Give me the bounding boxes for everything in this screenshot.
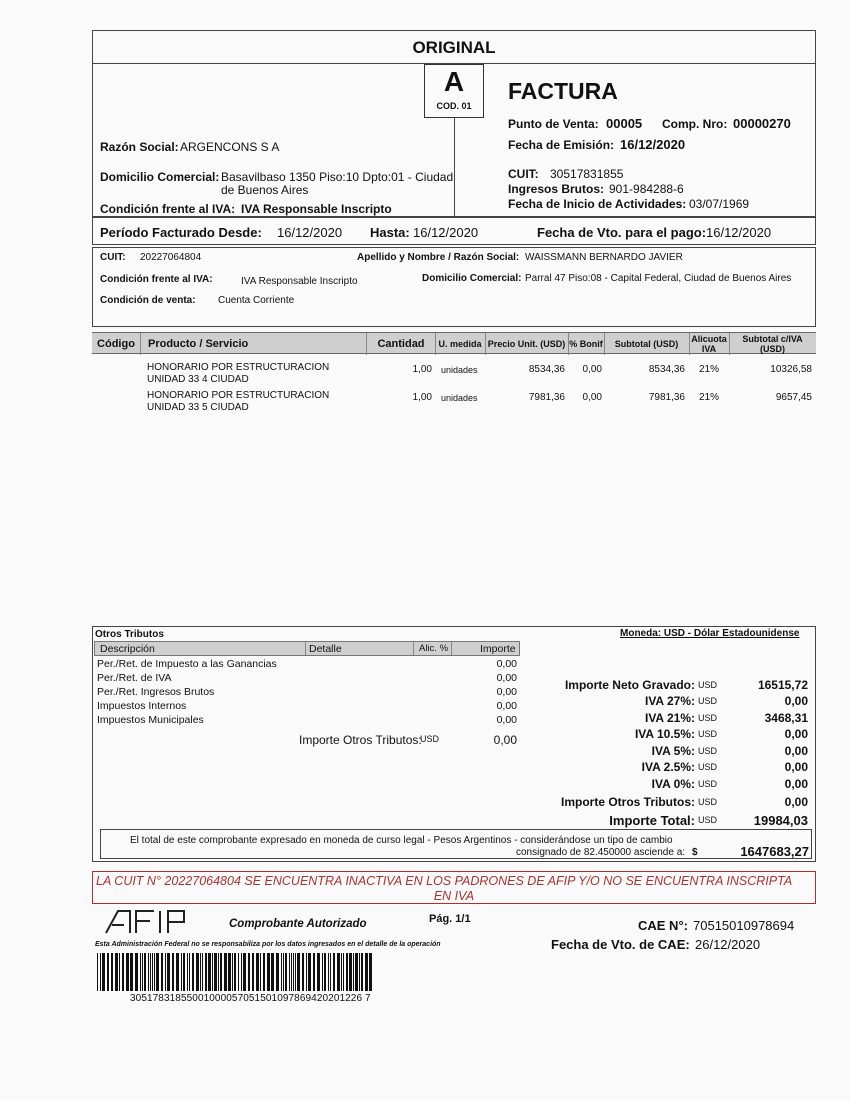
total-label: IVA 0%:	[651, 777, 695, 791]
tributo-row	[95, 714, 520, 728]
total-row	[540, 678, 810, 694]
ingresos-brutos-label: Ingresos Brutos:	[508, 182, 605, 196]
barcode-bar	[189, 953, 190, 991]
col-alicuota-line1: Alicuota	[691, 334, 727, 344]
domicilio-comercial-line1: Basavilbaso 1350 Piso:10 Dpto:01 - Ciudad	[221, 170, 454, 184]
razon-social-value: ARGENCONS S A	[180, 140, 280, 154]
tributo-descripcion: Impuestos Municipales	[97, 714, 204, 726]
tributos-col-detalle: Detalle	[309, 643, 342, 655]
barcode-bar	[220, 953, 222, 991]
issuer-cuit-value: 30517831855	[550, 167, 624, 181]
total-currency: USD	[698, 797, 718, 807]
total-label: IVA 2.5%:	[641, 760, 695, 774]
ingresos-brutos-value: 901-984288-6	[609, 182, 684, 196]
total-label: IVA 27%:	[644, 694, 695, 708]
barcode-bar	[297, 953, 300, 991]
tributos-col-alic: Alic. %	[419, 643, 449, 654]
client-iva-label: Condición frente al IVA:	[100, 274, 213, 285]
barcode-bar	[263, 953, 265, 991]
total-label: Importe Total:	[609, 813, 695, 828]
barcode-bar	[260, 953, 261, 991]
moneda-label: Moneda: USD - Dólar Estadounidense	[620, 628, 800, 639]
total-currency: USD	[698, 713, 718, 723]
total-value: 19984,03	[753, 813, 808, 828]
tributo-descripcion: Per./Ret. de Impuesto a las Ganancias	[97, 658, 277, 670]
barcode-bar	[317, 953, 320, 991]
total-currency: USD	[698, 746, 718, 756]
item-2-subtotal: 7981,36	[648, 392, 685, 403]
total-row	[540, 813, 810, 829]
afip-disclaimer: Esta Administración Federal no se responsabiliza por los datos ingresados en el detalle de la operación	[95, 941, 441, 948]
tributo-descripcion: Impuestos Internos	[97, 700, 187, 712]
item-2-subtotal-iva: 9657,45	[775, 392, 812, 403]
barcode-bar	[328, 953, 329, 991]
col-alicuota	[689, 333, 729, 355]
barcode-bar	[119, 953, 120, 991]
item-2-producto-line1: HONORARIO POR ESTRUCTURACION	[147, 390, 330, 401]
barcode-bar	[369, 953, 372, 991]
col-subtotal: Subtotal (USD)	[614, 339, 679, 349]
item-1-alicuota: 21%	[699, 364, 720, 375]
barcode-bar	[234, 953, 236, 991]
tributo-row	[95, 658, 520, 672]
tributo-row	[95, 700, 520, 714]
item-1-subtotal: 8534,36	[648, 364, 685, 375]
invoice-code: COD. 01	[436, 101, 472, 111]
tributos-table-header	[94, 641, 520, 656]
item-1-subtotal-iva: 10326,58	[770, 364, 812, 375]
barcode-bar	[107, 953, 109, 991]
barcode-bar	[322, 953, 323, 991]
total-currency: USD	[698, 696, 718, 706]
issuer-cuit-label: CUIT:	[508, 167, 539, 181]
total-currency: USD	[698, 815, 718, 825]
col-subtotal-iva-line1: Subtotal c/IVA	[742, 334, 803, 344]
barcode-bar	[97, 953, 98, 991]
otros-tributos-title: Otros Tributos	[95, 629, 164, 640]
barcode-bar	[241, 953, 242, 991]
exchange-line1: El total de este comprobante expresado en moneda de curso legal - Pesos Argentinos - considerándose un tipo de cambio	[130, 835, 673, 846]
pagina-label: Pág. 1/1	[429, 913, 471, 925]
barcode-bar	[183, 953, 185, 991]
importe-otros-tributos-value: 0,00	[493, 733, 517, 747]
exchange-amount: 1647683,27	[740, 844, 809, 859]
periodo-desde-value: 16/12/2020	[277, 225, 343, 240]
col-codigo: Código	[97, 338, 135, 350]
item-2-alicuota: 21%	[699, 392, 720, 403]
item-2-precio: 7981,36	[528, 392, 565, 403]
col-cantidad: Cantidad	[377, 338, 425, 350]
barcode-bar	[267, 953, 270, 991]
exchange-line2: consignado de 82.450000 asciende a:	[516, 847, 686, 858]
original-label: ORIGINAL	[412, 38, 496, 57]
barcode-bar	[281, 953, 282, 991]
total-value: 0,00	[784, 760, 808, 774]
total-value: 0,00	[784, 744, 808, 758]
barcode-bar	[343, 953, 344, 991]
client-nombre-value: WAISSMANN BERNARDO JAVIER	[525, 252, 683, 263]
barcode-bar	[238, 953, 239, 991]
total-currency: USD	[698, 680, 718, 690]
barcode-bar	[355, 953, 358, 991]
punto-venta-label: Punto de Venta:	[508, 117, 599, 131]
barcode-bar	[276, 953, 279, 991]
domicilio-comercial-label: Domicilio Comercial:	[100, 170, 220, 184]
barcode-bar	[308, 953, 311, 991]
tributo-row	[95, 672, 520, 686]
barcode-bar	[293, 953, 294, 991]
barcode-bar	[167, 953, 170, 991]
periodo-hasta-value: 16/12/2020	[413, 225, 479, 240]
barcode-bar	[365, 953, 368, 991]
periodo-hasta-label: Hasta:	[370, 225, 410, 240]
total-row	[540, 694, 810, 710]
col-producto: Producto / Servicio	[148, 338, 249, 350]
barcode-bar	[353, 953, 354, 991]
client-cuit-label: CUIT:	[100, 252, 126, 263]
barcode-bar	[306, 953, 307, 991]
col-precio: Precio Unit. (USD)	[487, 339, 566, 349]
barcode-bar	[295, 953, 296, 991]
barcode-bar	[359, 953, 360, 991]
barcode-bar	[361, 953, 363, 991]
warning-line1: LA CUIT N° 20227064804 SE ENCUENTRA INACTIVA EN LOS PADRONES DE AFIP Y/O NO SE ENCUENTRA INSCRIPTA	[96, 874, 793, 888]
total-currency: USD	[698, 779, 718, 789]
barcode-bar	[196, 953, 199, 991]
barcode-bar	[181, 953, 182, 991]
total-row	[540, 795, 810, 811]
total-value: 0,00	[784, 777, 808, 791]
barcode-number: 30517831855001000057051501097869420201226 7	[130, 993, 371, 1004]
barcode-bar	[208, 953, 211, 991]
total-label: IVA 5%:	[651, 744, 695, 758]
tributo-row	[95, 686, 520, 700]
total-label: Importe Neto Gravado:	[564, 678, 695, 692]
comprobante-autorizado: Comprobante Autorizado	[229, 918, 367, 930]
importe-otros-tributos-label: Importe Otros Tributos:	[299, 733, 422, 747]
cae-label: CAE N°:	[638, 918, 688, 933]
inicio-actividades-value: 03/07/1969	[689, 197, 750, 211]
barcode-bar	[102, 953, 105, 991]
total-value: 16515,72	[757, 678, 808, 692]
barcode-bar	[283, 953, 284, 991]
invoice-letter: A	[443, 66, 465, 97]
barcode-bar	[289, 953, 290, 991]
client-cuit-value: 20227064804	[140, 252, 202, 263]
barcode-bar	[232, 953, 233, 991]
total-currency: USD	[698, 762, 718, 772]
barcode-bar	[302, 953, 304, 991]
barcode-bar	[144, 953, 146, 991]
col-subtotal-iva	[729, 333, 816, 355]
barcode-bar	[291, 953, 292, 991]
barcode-bar	[140, 953, 141, 991]
total-row	[540, 727, 810, 743]
barcode-bar	[324, 953, 326, 991]
barcode-bar	[218, 953, 219, 991]
item-2-bonif: 0,00	[582, 392, 602, 403]
total-row	[540, 777, 810, 793]
col-separator	[305, 642, 306, 655]
importe-otros-tributos-currency: USD	[420, 734, 440, 744]
barcode-bar	[172, 953, 174, 991]
total-label: IVA 10.5%:	[634, 727, 695, 741]
item-1-precio: 8534,36	[528, 364, 565, 375]
col-alicuota-line2: IVA	[701, 344, 717, 354]
comp-nro-label: Comp. Nro:	[662, 117, 728, 131]
issuer-iva-label: Condición frente al IVA:	[100, 202, 236, 216]
barcode-bar	[248, 953, 250, 991]
exchange-currency: $	[692, 847, 698, 858]
item-1-bonif: 0,00	[582, 364, 602, 375]
barcode-bar	[224, 953, 227, 991]
document-title: FACTURA	[508, 78, 618, 104]
col-separator	[413, 642, 414, 655]
item-2-cantidad: 1,00	[412, 392, 432, 403]
barcode-bar	[214, 953, 217, 991]
total-label: IVA 21%:	[644, 711, 695, 725]
total-value: 0,00	[784, 727, 808, 741]
client-domicilio-label: Domicilio Comercial:	[422, 273, 522, 284]
barcode-bar	[156, 953, 159, 991]
fecha-emision-value: 16/12/2020	[620, 137, 686, 152]
col-separator	[451, 642, 452, 655]
condicion-venta-label: Condición de venta:	[100, 295, 196, 306]
client-domicilio-value: Parral 47 Piso:08 - Capital Federal, Ciudad de Buenos Aires	[525, 273, 792, 284]
barcode-bar	[252, 953, 254, 991]
item-2-producto-line2: UNIDAD 33 5 CIUDAD	[147, 402, 249, 413]
razon-social-label: Razón Social:	[100, 140, 179, 154]
barcode-bar	[100, 953, 101, 991]
barcode-bar	[330, 953, 331, 991]
total-row	[540, 760, 810, 776]
barcode-bar	[192, 953, 194, 991]
total-row	[540, 711, 810, 727]
total-row	[540, 744, 810, 760]
barcode-bar	[187, 953, 188, 991]
condicion-venta-value: Cuenta Corriente	[218, 295, 295, 306]
fecha-emision-label: Fecha de Emisión:	[508, 138, 615, 152]
total-value: 0,00	[784, 795, 808, 809]
barcode-bar	[271, 953, 274, 991]
barcode-bar	[256, 953, 259, 991]
barcode-bar	[111, 953, 113, 991]
barcode-bar	[148, 953, 149, 991]
warning-line2: EN IVA	[433, 889, 475, 903]
tributo-importe: 0,00	[496, 700, 517, 712]
client-iva-value: IVA Responsable Inscripto	[241, 276, 358, 287]
barcode-bar	[161, 953, 163, 991]
periodo-desde-label: Período Facturado Desde:	[100, 225, 262, 240]
comp-nro-value: 00000270	[733, 116, 791, 131]
barcode-bar	[142, 953, 143, 991]
header-center-divider	[454, 118, 455, 217]
barcode-bar	[150, 953, 151, 991]
tributo-importe: 0,00	[496, 658, 517, 670]
items-table-header	[92, 332, 816, 354]
barcode-bar	[152, 953, 153, 991]
client-nombre-label: Apellido y Nombre / Razón Social:	[357, 252, 520, 263]
tributos-col-descripcion: Descripción	[100, 643, 155, 655]
vto-cae-value: 26/12/2020	[695, 937, 761, 952]
vto-pago-label: Fecha de Vto. para el pago:	[537, 225, 707, 240]
barcode-bar	[200, 953, 201, 991]
barcode	[97, 953, 373, 991]
tributos-col-importe: Importe	[480, 643, 516, 655]
barcode-bar	[126, 953, 129, 991]
col-separator	[140, 333, 141, 355]
barcode-bar	[346, 953, 348, 991]
total-value: 3468,31	[764, 711, 808, 725]
barcode-bar	[202, 953, 203, 991]
cae-value: 70515010978694	[693, 918, 795, 933]
tributo-importe: 0,00	[496, 714, 517, 726]
col-subtotal-iva-line2: (USD)	[760, 344, 785, 354]
barcode-bar	[349, 953, 352, 991]
total-label: Importe Otros Tributos:	[560, 795, 695, 809]
item-2-medida: unidades	[441, 393, 478, 403]
vto-cae-label: Fecha de Vto. de CAE:	[551, 937, 690, 952]
inicio-actividades-label: Fecha de Inicio de Actividades:	[508, 197, 687, 211]
barcode-bar	[122, 953, 124, 991]
tributo-descripcion: Per./Ret. Ingresos Brutos	[97, 686, 215, 698]
barcode-bar	[115, 953, 118, 991]
barcode-bar	[228, 953, 231, 991]
issuer-iva-value: IVA Responsable Inscripto	[241, 202, 392, 216]
col-bonif: % Bonif	[569, 339, 603, 349]
tributo-descripcion: Per./Ret. de IVA	[97, 672, 172, 684]
barcode-bar	[205, 953, 207, 991]
total-value: 0,00	[784, 694, 808, 708]
barcode-bar	[212, 953, 213, 991]
barcode-bar	[285, 953, 287, 991]
total-currency: USD	[698, 729, 718, 739]
item-1-cantidad: 1,00	[412, 364, 432, 375]
barcode-bar	[341, 953, 342, 991]
tributo-importe: 0,00	[496, 686, 517, 698]
barcode-bar	[135, 953, 138, 991]
barcode-bar	[313, 953, 315, 991]
domicilio-comercial-line2: de Buenos Aires	[221, 183, 309, 197]
barcode-bar	[333, 953, 335, 991]
barcode-bar	[165, 953, 166, 991]
item-1-medida: unidades	[441, 365, 478, 375]
item-1-producto-line1: HONORARIO POR ESTRUCTURACION	[147, 362, 330, 373]
punto-venta-value: 00005	[606, 116, 643, 131]
barcode-bar	[243, 953, 246, 991]
afip-logo	[104, 909, 210, 934]
item-1-producto-line2: UNIDAD 33 4 CIUDAD	[147, 374, 249, 385]
vto-pago-value: 16/12/2020	[706, 225, 772, 240]
afip-logo-icon	[104, 909, 210, 934]
barcode-bar	[337, 953, 340, 991]
tributo-importe: 0,00	[496, 672, 517, 684]
barcode-bar	[130, 953, 133, 991]
col-medida: U. medida	[438, 339, 482, 349]
barcode-bar	[154, 953, 155, 991]
barcode-bar	[176, 953, 179, 991]
